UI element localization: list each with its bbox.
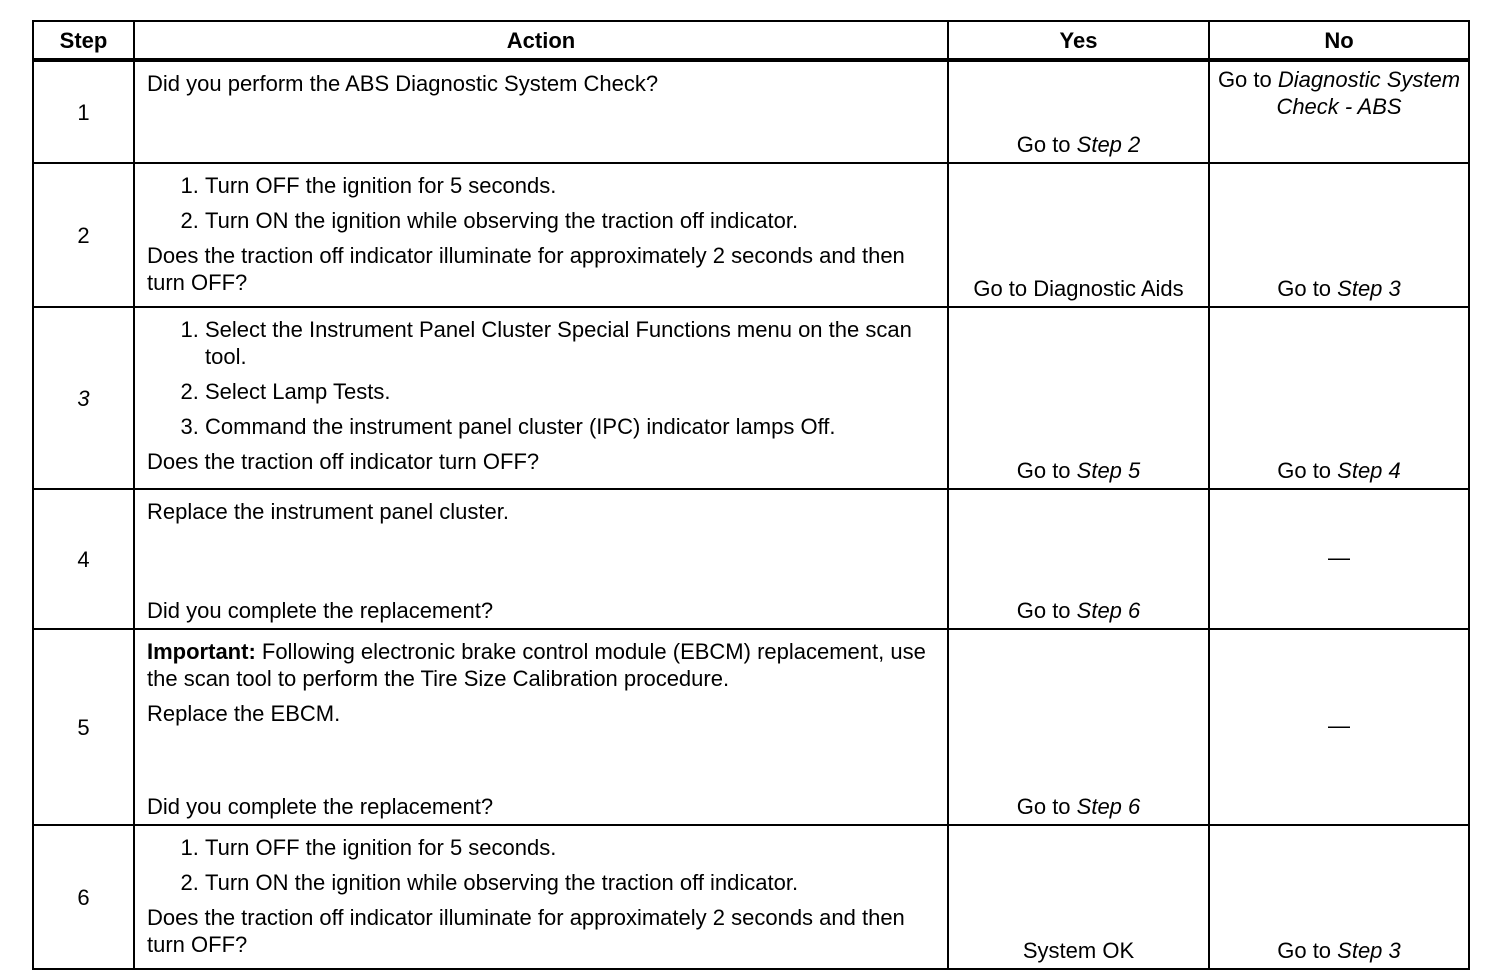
- list-item: 1. Select the Instrument Panel Cluster Special Functions menu on the scan tool.: [205, 316, 937, 370]
- important-note: [147, 638, 937, 692]
- yes-prefix: Go to: [1016, 794, 1077, 819]
- table-row: [33, 825, 1469, 969]
- yes-cell: [948, 307, 1209, 489]
- no-step-link: Step 3: [1337, 276, 1401, 301]
- yes-cell: Go to Diagnostic Aids: [948, 163, 1209, 307]
- diagnostic-table: [32, 20, 1470, 970]
- action-list: [147, 316, 937, 440]
- no-cell: [1209, 825, 1469, 969]
- important-label: Important:: [147, 639, 256, 664]
- header-row: [33, 21, 1469, 60]
- yes-prefix: Go to: [1016, 598, 1077, 623]
- list-item: 3. Command the instrument panel cluster (IPC) indicator lamps Off.: [205, 413, 937, 440]
- step-number-text: 4: [77, 546, 90, 572]
- step-number-text: 3: [77, 385, 90, 411]
- step-number: [33, 489, 134, 629]
- action-cell: [134, 629, 948, 825]
- table-row: [33, 307, 1469, 489]
- action-question: Did you perform the ABS Diagnostic System Check?: [147, 71, 659, 96]
- action-cell: [134, 60, 948, 163]
- yes-step-link: Step 6: [1076, 794, 1141, 819]
- no-step-link: Diagnostic System Check - ABS: [1276, 67, 1461, 119]
- no-step-link: Step 4: [1337, 458, 1401, 483]
- action-instruction: Replace the EBCM.: [147, 701, 341, 726]
- yes-cell: System OK: [948, 825, 1209, 969]
- no-cell: [1209, 307, 1469, 489]
- table-row: [33, 489, 1469, 629]
- list-item: 2. Turn ON the ignition while observing the traction off indicator.: [205, 207, 937, 234]
- no-prefix: Go to: [1277, 276, 1338, 301]
- yes-step-link: Step 5: [1076, 458, 1141, 483]
- step-number-text: 2: [77, 222, 90, 248]
- action-cell: [134, 307, 948, 489]
- action-question: Does the traction off indicator illuminate for approximately 2 seconds and then turn OFF?: [147, 243, 905, 295]
- step-number: [33, 163, 134, 307]
- no-cell: —: [1209, 629, 1469, 825]
- step-number: [33, 629, 134, 825]
- yes-prefix: Go to: [1016, 132, 1077, 157]
- list-item: 1. Turn OFF the ignition for 5 seconds.: [205, 834, 937, 861]
- yes-cell: [948, 629, 1209, 825]
- step-number-text: 5: [77, 714, 90, 740]
- important-text: Following electronic brake control module (EBCM) replacement, use the scan tool to perform the Tire Size Calibration procedure.: [147, 639, 926, 691]
- header-no: No: [1209, 21, 1469, 60]
- step-number: [33, 825, 134, 969]
- yes-cell: [948, 60, 1209, 163]
- no-prefix: Go to: [1217, 67, 1278, 92]
- yes-step-link: Step 2: [1076, 132, 1141, 157]
- no-step-link: Step 3: [1337, 938, 1401, 963]
- table-row: [33, 629, 1469, 825]
- no-cell: [1209, 163, 1469, 307]
- action-instruction: Replace the instrument panel cluster.: [147, 499, 509, 524]
- action-list: [147, 834, 937, 896]
- no-prefix: Go to: [1277, 938, 1338, 963]
- no-prefix: Go to: [1277, 458, 1338, 483]
- list-item: 2. Select Lamp Tests.: [205, 378, 937, 405]
- yes-prefix: Go to: [1016, 458, 1077, 483]
- action-list: [147, 172, 937, 234]
- action-cell: [134, 825, 948, 969]
- header-action: Action: [134, 21, 948, 60]
- header-step: Step: [33, 21, 134, 60]
- yes-step-link: Step 6: [1076, 598, 1141, 623]
- list-item: 1. Turn OFF the ignition for 5 seconds.: [205, 172, 937, 199]
- step-number: [33, 307, 134, 489]
- table-row: [33, 60, 1469, 163]
- header-yes: Yes: [948, 21, 1209, 60]
- step-number-text: 1: [77, 99, 90, 125]
- action-question: Does the traction off indicator turn OFF?: [147, 449, 540, 474]
- step-number: [33, 60, 134, 163]
- no-cell: [1209, 60, 1469, 163]
- action-question: Did you complete the replacement?: [147, 794, 494, 819]
- table-row: [33, 163, 1469, 307]
- step-number-text: 6: [77, 884, 90, 910]
- action-question: Did you complete the replacement?: [147, 598, 494, 623]
- action-cell: [134, 163, 948, 307]
- action-cell: [134, 489, 948, 629]
- no-cell: —: [1209, 489, 1469, 629]
- list-item: 2. Turn ON the ignition while observing the traction off indicator.: [205, 869, 937, 896]
- action-question: Does the traction off indicator illuminate for approximately 2 seconds and then turn OFF?: [147, 905, 905, 957]
- yes-cell: [948, 489, 1209, 629]
